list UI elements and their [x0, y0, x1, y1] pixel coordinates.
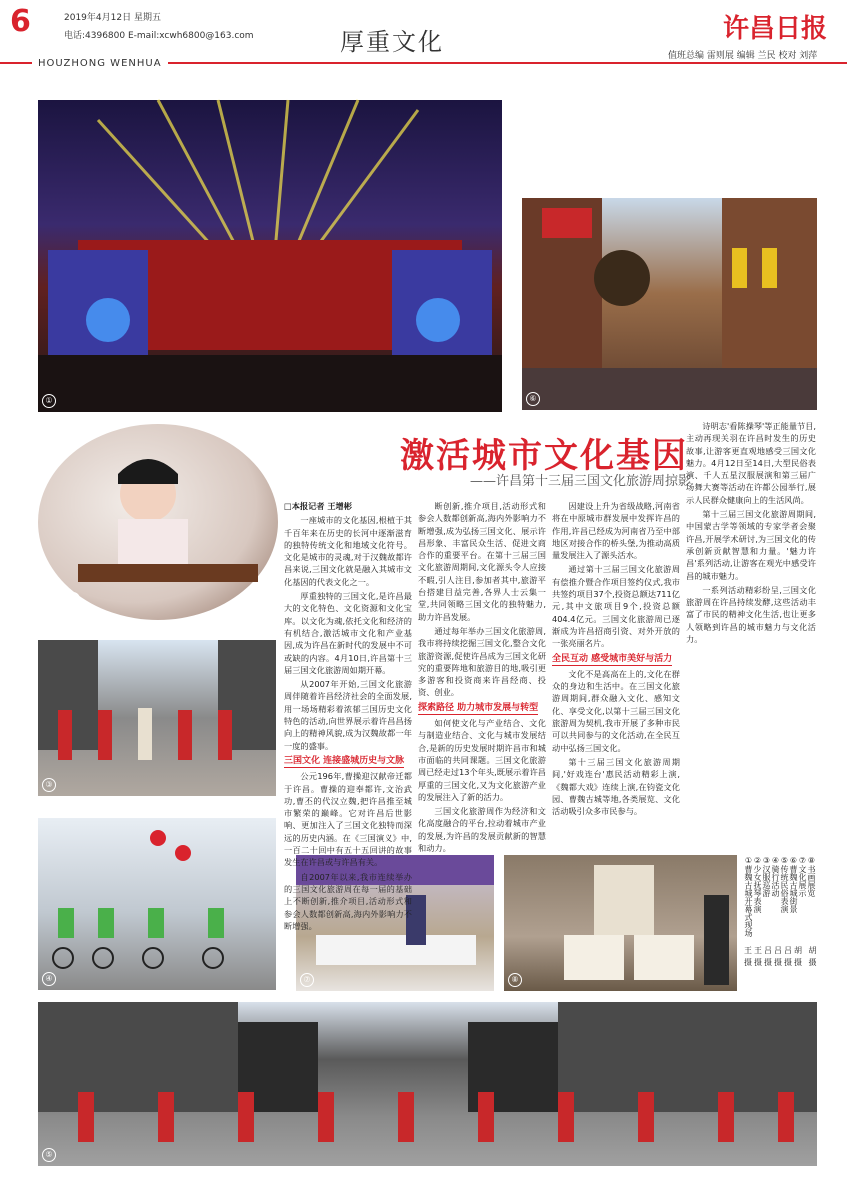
photo-folk-performance: [38, 1002, 817, 1166]
paragraph: 一座城市的文化基因,根植于其千百年来在历史的长河中逐渐滋育的独特传统文化和地域文化符号。文化是城市的灵魂,对于汉魏故都许昌来说,三国文化就是融入其城市文化基因的代表文化之一。: [284, 515, 412, 587]
paragraph: 因建设上升为省级战略,河南省将在中原城市群发展中发挥许昌的作用,许昌已经成为河南省乃至中部地区对接合作的桥头堡,为推动高质量发展注入了源头活水。: [552, 501, 680, 561]
paragraph: 通过第十三届三国文化旅游周有偿推介暨合作项目签约仪式,我市共签约项目37个,投资总额达711亿元,其中文旅项目9个,投资总额404.4亿元。三国文化旅游周已逐渐成为许昌招商引资、对外开放的一张亮丽名片。: [552, 564, 680, 649]
paragraph: 文化不是高高在上的,文化在群众的身边和生活中。在三国文化旅游周期间,群众融入文化、感知文化、享受文化,以第十三届三国文化旅游周为契机,我市开展了多种市民可以共同参与的文化活动,在全民互动中弘扬三国文化。: [552, 668, 680, 753]
photo-art-exhibit: [504, 855, 737, 991]
photo-ancient-street: [522, 198, 817, 410]
paragraph: 公元196年,曹操迎汉献帝迁都于许昌。曹操的迎奉都许,文治武功,曹丕的代汉立魏,把许昌推至城市繁荣的巅峰。它对许昌后世影响、更加注入了三国文化独特而深远的历史内涵。在《三国演义》中,一百二十回中有五十五回讲的故事发生在许昌或与许昌有关。: [284, 771, 412, 868]
stage-illustration: [38, 100, 502, 412]
article-title: 激活城市文化基因: [400, 436, 688, 476]
newspaper-logo: 许昌日报: [722, 14, 827, 44]
paragraph: 诗明志'看陈操琴'等正能量节目,主动再现关羽在许昌时发生的历史故事,让游客更直观地感受三国文化魅力。4月12日至14日,大型民俗表演、千人五星汉服展演和第三届广场舞大赛等活动在许都公园举行,展示人民群众健康向上的生活风尚。: [686, 421, 816, 505]
paragraph: 断创新,推介项目,活动形式和参会人数都创新高,海内外影响力不断增强,成为弘扬三国文化、展示许昌形象、丰富民众生活、促进文商合作的重要平台。在第十三届三国文化旅游周期间,文化源头令人应接不暇,引人注目,参加者其中,旅游平台搭建目益完善,各界人士云集一堂,共同领略三国文化的独特魅力,助力许昌发展。: [418, 501, 546, 622]
photo-girl-guzheng: [38, 424, 278, 620]
photo-label: ③: [42, 778, 56, 792]
paragraph: 第十三届三国文化旅游周期间,'好戏连台'惠民活动精彩上演,《魏都大戏》连续上演,在钧瓷文化园、曹魏古城等地,各类展览、文化活动吸引众多市民参与。: [552, 756, 680, 817]
paragraph: 如何使文化与产业结合、文化与制造业结合、文化与城市发展结合,是新的历史发展时期许昌市和城市面临的共同课题。三国文化旅游周已经走过13个年头,既展示着许昌厚重的三国文化,又为文化旅游产业的发展注入了新的活力。: [418, 718, 546, 802]
editors-line: 值班总编 雷则展 编辑 兰民 校对 刘萍: [668, 51, 818, 61]
cycling-illustration: [38, 818, 276, 990]
street-illustration: [522, 198, 817, 410]
photo-cycling: [38, 818, 276, 990]
section-heading: 探索路径 助力城市发展与转型: [418, 702, 538, 715]
photo-label: ⑥: [526, 392, 540, 406]
paragraph: 一系列活动精彩纷呈,三国文化旅游周在许昌持续发酵,这些活动丰富了市民的精神文化生活,也让更多人领略到许昌的城市魅力与文化活力。: [686, 584, 816, 645]
section-title: 厚重文化: [340, 28, 444, 56]
photo-label: ⑦: [300, 973, 314, 987]
paragraph: 从2007年开始,三国文化旅游周伴随着许昌经济社会的全面发展,用一场场精彩着浓郁三国历史文化特色的活动,向世界展示着许昌昌扬向上的精神风貌,成为汉魏故都一年一度的盛事。: [284, 679, 412, 751]
photo-credits: [744, 945, 820, 969]
article-column-1: [284, 500, 412, 931]
section-heading: 三国文化 连接盛城历史与文脉: [284, 755, 404, 768]
parade-illustration: [38, 640, 276, 796]
photo-label: ①: [42, 394, 56, 408]
article-subtitle: ——许昌第十三届三国文化旅游周掠影: [470, 474, 692, 489]
performance-illustration: [38, 1002, 817, 1166]
article-column-3: [552, 500, 680, 850]
paragraph: 自2007年以来,我市连续举办的三国文化旅游周在每一届的基础上不断创新,推介项目,活动形式和参会人数都创新高,海内外影响力不断增强。: [284, 871, 412, 931]
section-english: HOUZHONG WENHUA: [32, 58, 168, 69]
issue-date: 2019年4月12日 星期五: [64, 13, 161, 23]
photo-label: ④: [42, 972, 56, 986]
byline: □本报记者 王增彬: [284, 501, 352, 511]
article-column-4: [686, 420, 816, 840]
caption-6: ⑥曹魏古城街景: [789, 856, 798, 913]
caption-7: ⑦文化展示: [798, 856, 807, 897]
caption-3: ③汉服巡游: [762, 856, 771, 897]
caption-5: ⑤传统民俗表演: [780, 856, 789, 913]
credit-roles: 摄摄摄摄摄摄 摄: [744, 958, 819, 967]
caption-4: ④骑行活动: [771, 856, 780, 897]
caption-8: ⑧书画展览: [807, 856, 816, 897]
photo-opening-ceremony: [38, 100, 502, 412]
paragraph: 三国文化旅游周作为经济和文化高度融合的平台,拉动着城市产业的发展,为许昌的发展贡献新的智慧和动力。: [418, 806, 546, 854]
photo-hanfu-parade: [38, 640, 276, 796]
paragraph: 厚重独特的三国文化,是许昌最大的文化特色、文化资源和文化宝库。以文化为魂,依托文化和经济的有机结合,激活城市文化和产业基因,成为许昌在新时代的发展中不可或缺的内容。4月10日,许昌第十三届三国文化旅游周如期开幕。: [284, 591, 412, 675]
paragraph: 通过每年举办三国文化旅游周,我市将持续挖掘三国文化,整合文化旅游资源,促使许昌成为三国文化研究的重要阵地和旅游目的地,吸引更多游客和投资商来许昌经商、投资、创业。: [418, 625, 546, 698]
artwork-illustration: [504, 855, 737, 991]
section-heading: 全民互动 感受城市美好与活力: [552, 653, 672, 666]
contact-info: 电话:4396800 E-mail:xcwh6800@163.com: [64, 31, 254, 41]
photo-label: ⑧: [508, 973, 522, 987]
article-column-2: [418, 500, 546, 854]
girl-illustration: [38, 424, 278, 620]
paragraph: 第十三届三国文化旅游周期间,中国蒙古学等领域的专家学者会聚许昌,开展学术研讨,为三国文化的传承创新贡献智慧和力量。'魅力许昌'系列活动,让游客在观光中感受许昌的城市魅力。: [686, 509, 816, 581]
page-number: 6: [10, 4, 31, 39]
credit-names: 王王吕吕吕胡 胡: [744, 946, 819, 955]
caption-1: ①曹魏古城开幕式现场: [744, 856, 753, 937]
photo-label: ②: [66, 592, 80, 606]
photo-label: ⑤: [42, 1148, 56, 1162]
caption-2: ②少女抚琴表演: [753, 856, 762, 913]
